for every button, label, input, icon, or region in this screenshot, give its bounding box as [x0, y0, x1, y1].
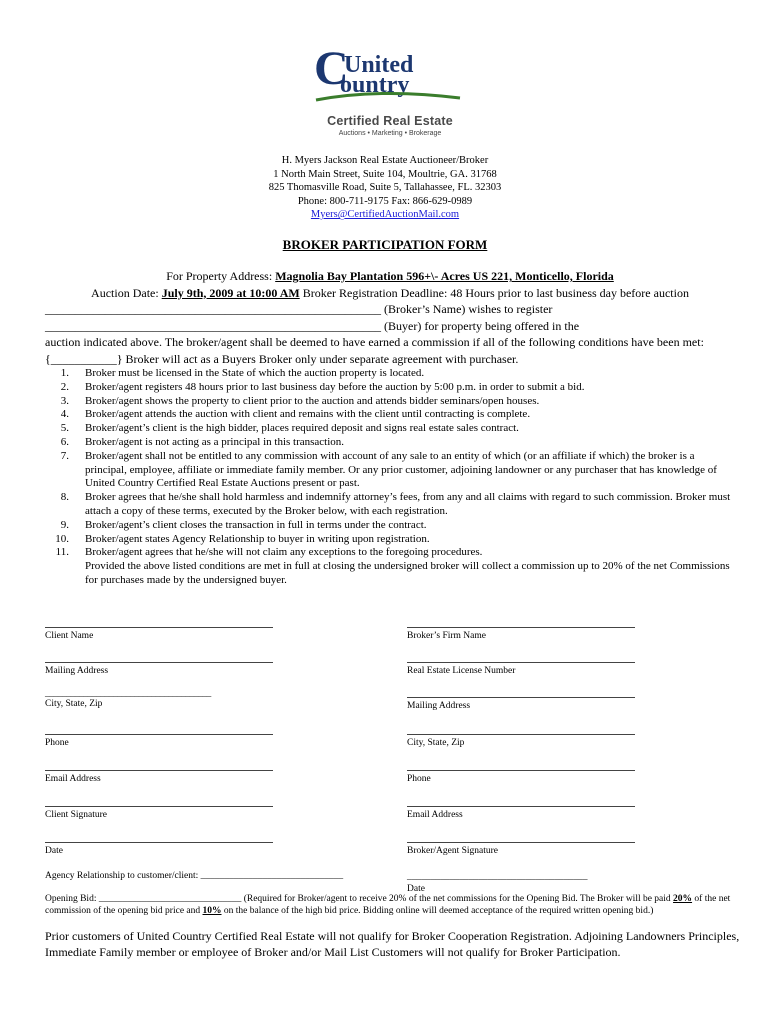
- condition-number: 5.: [60, 422, 69, 435]
- condition-number: 11.: [55, 546, 69, 559]
- signature-field-label: Email Address: [45, 774, 101, 784]
- logo-initial: C: [314, 48, 349, 95]
- opening-bid-pct-2: 10%: [202, 906, 222, 916]
- conditions-list: [45, 367, 735, 588]
- signature-line[interactable]: [45, 734, 273, 735]
- condition-item: [45, 491, 735, 519]
- prior-customers-notice: Prior customers of United Country Certified Real Estate will not qualify for Broker Cooperation Registration. Adjoining Landowners Principles, Immediate Family member or employee of Broker and/or Mail List Customers will not qualify for Broker Participation.: [45, 929, 740, 959]
- condition-text: Broker/agent shows the property to client prior to the auction and attends bidder seminars/open houses.: [85, 394, 540, 407]
- signature-field-right: [407, 697, 635, 711]
- condition-text: Broker/agent states Agency Relationship to buyer in writing upon registration.: [85, 532, 430, 545]
- signature-field-left: [45, 806, 273, 820]
- condition-item: [45, 533, 735, 547]
- header-line-1: H. Myers Jackson Real Estate Auctioneer/Broker: [281, 155, 489, 166]
- signature-field-left: [45, 734, 273, 748]
- condition-number: 6.: [60, 435, 69, 448]
- signature-field-label: Phone: [45, 738, 69, 748]
- header-line-3: 825 Thomasville Road, Suite 5, Tallahassee, FL. 32303: [268, 182, 502, 194]
- signature-field-label: City, State, Zip: [45, 699, 103, 709]
- conditions-footer: Provided the above listed conditions are met in full at closing the undersigned broker will collect a commission up to 20% of the net Commissions for purchases made by the undersigned buyer.: [85, 560, 730, 586]
- signature-field-right: [407, 842, 635, 856]
- signature-field-label: Real Estate License Number: [407, 666, 516, 676]
- condition-text: Broker/agent agrees that he/she will not claim any exceptions to the foregoing procedures.: [85, 546, 483, 559]
- signature-field-label: Mailing Address: [45, 666, 109, 676]
- broker-date-field: [407, 871, 637, 895]
- city-underline[interactable]: _______________________________________: [45, 689, 211, 699]
- signature-field-label: Phone: [407, 774, 431, 784]
- signature-field-label: Client Signature: [45, 810, 108, 820]
- signature-line[interactable]: [407, 627, 635, 628]
- signature-field-label: Date: [45, 846, 63, 856]
- signature-field-label: Mailing Address: [407, 701, 471, 711]
- signature-field-label: Email Address: [407, 810, 463, 820]
- signature-field-right: [407, 662, 635, 676]
- auction-line: [45, 285, 735, 302]
- agency-relationship-line: [45, 871, 343, 881]
- condition-number: 10.: [55, 532, 69, 545]
- signature-field-label: City, State, Zip: [407, 738, 465, 748]
- condition-item: [45, 367, 735, 381]
- signature-line[interactable]: [407, 842, 635, 843]
- logo-brand-line1: United: [344, 52, 414, 78]
- contact-header: [0, 154, 770, 222]
- form-title: BROKER PARTICIPATION FORM: [282, 237, 488, 252]
- header-line-4: Phone: 800-711-9175 Fax: 866-629-0989: [297, 195, 473, 207]
- opening-bid-text-1: (Required for Broker/agent to receive 20% of the net commissions for the Opening Bid. The Broker will be paid: [241, 894, 674, 904]
- signature-line[interactable]: [407, 770, 635, 771]
- signature-line[interactable]: [45, 627, 273, 628]
- property-value: Magnolia Bay Plantation 596+\- Acres US 221, Monticello, Florida: [275, 269, 614, 283]
- agency-blank[interactable]: ______________________________: [200, 871, 344, 881]
- condition-item: [45, 422, 735, 436]
- email-link[interactable]: Myers@CertifiedAuctionMail.com: [310, 209, 460, 221]
- signature-line[interactable]: [45, 806, 273, 807]
- condition-item: [45, 408, 735, 422]
- buyer-name-line[interactable]: ________________________________________________________ (Buyer) for property being offered in the: [45, 318, 580, 333]
- condition-number: 4.: [60, 408, 69, 421]
- signature-field-right: [407, 770, 635, 784]
- opening-bid-pct-1: 20%: [673, 894, 693, 904]
- opening-bid-section: [45, 893, 735, 917]
- condition-number: 8.: [60, 491, 69, 504]
- condition-text: Broker/agent is not acting as a principal in this transaction.: [85, 435, 345, 448]
- signature-line[interactable]: [45, 770, 273, 771]
- signature-field-left: [45, 662, 273, 676]
- signature-line[interactable]: [45, 662, 273, 663]
- signature-field-left: [45, 770, 273, 784]
- condition-item: [45, 381, 735, 395]
- signature-field-label: Broker/Agent Signature: [407, 846, 499, 856]
- agency-label: Agency Relationship to customer/client:: [45, 871, 201, 881]
- condition-text: Broker agrees that he/she shall hold harmless and indemnify attorney’s fees, from any and all claims with regard to such commission. Broker must attach a copy of these terms, executed by the Broker below, with each registration.: [85, 491, 731, 517]
- signature-field-right: [407, 734, 635, 748]
- header-line-2: 1 North Main Street, Suite 104, Moultrie, GA. 31768: [273, 168, 497, 180]
- condition-text: Broker/agent’s client is the high bidder, places required deposit and signs real estate sales contract.: [85, 422, 519, 435]
- logo-wordmark: [300, 48, 480, 114]
- condition-item: [45, 436, 735, 450]
- opening-bid-blank[interactable]: ______________________________: [98, 894, 242, 904]
- condition-number: 7.: [60, 449, 69, 462]
- signature-field-right: [407, 627, 635, 641]
- signature-line[interactable]: [407, 734, 635, 735]
- signature-field-label: Broker’s Firm Name: [407, 631, 486, 641]
- condition-number: 9.: [60, 518, 69, 531]
- property-line: [45, 268, 735, 285]
- condition-number: 3.: [60, 394, 69, 407]
- condition-item: [45, 395, 735, 409]
- condition-text: Broker/agent registers 48 hours prior to last business day before the auction by 5:00 p.m. in order to submit a bid.: [85, 380, 585, 393]
- logo-subtitle: Certified Real Estate: [327, 114, 453, 128]
- logo-brand-line2: ountry: [340, 72, 410, 98]
- opening-bid-text-2: of the net commission of the opening bid price and: [45, 894, 731, 916]
- auction-value: July 9th, 2009 at 10:00 AM: [161, 285, 300, 300]
- condition-text: Broker/agent’s client closes the transaction in full in terms under the contract.: [85, 518, 427, 531]
- conditions-paragraph: auction indicated above. The broker/agent shall be deemed to have earned a commission if all of the following conditions have been met: {___________} Broker will act as a Buyers Broker only under separate agreement with purchaser.: [45, 335, 704, 366]
- condition-text: Broker must be licensed in the State of which the auction property is located.: [85, 367, 425, 379]
- signature-line[interactable]: [407, 697, 635, 698]
- date-label: Date: [407, 884, 425, 894]
- property-label: For Property Address:: [166, 269, 276, 283]
- condition-item: [45, 519, 735, 533]
- auction-label: Auction Date:: [91, 285, 162, 300]
- signature-field-label: Client Name: [45, 631, 94, 641]
- signature-field-left: [45, 842, 273, 856]
- signature-field-left: [45, 627, 273, 641]
- condition-number: 1.: [60, 367, 69, 379]
- logo-tagline: Auctions • Marketing • Brokerage: [338, 130, 442, 137]
- broker-name-line[interactable]: ________________________________________________________ (Broker’s Name) wishes to register: [45, 302, 553, 316]
- condition-text: Broker/agent attends the auction with client and remains with the client until contracting is complete.: [85, 408, 531, 421]
- signature-line[interactable]: [407, 806, 635, 807]
- condition-number: 2.: [60, 380, 69, 393]
- signature-field-left: [45, 689, 273, 709]
- condition-item: [45, 450, 735, 491]
- signature-field-right: [407, 806, 635, 820]
- intro-section: [45, 268, 735, 367]
- condition-item: [45, 546, 735, 560]
- date-blank[interactable]: ______________________________________: [407, 872, 588, 882]
- deadline-text: Broker Registration Deadline: 48 Hours prior to last business day before auction: [299, 285, 689, 300]
- united-country-logo: [300, 48, 480, 140]
- signature-line[interactable]: [45, 842, 273, 843]
- condition-text: Broker/agent shall not be entitled to any commission with account of any sale to an entity of which (or an affiliate if which) the broker is a principal, employee, affiliate or immediate family member. Or any prior customer, adjoining landowner or any purchaser that has knowledge of United Country Certified Real Estate Auctions present or past.: [85, 449, 717, 490]
- opening-bid-text-3: on the balance of the high bid price. Bidding online will deemed acceptance of the required written opening bid.): [221, 906, 654, 916]
- opening-bid-label: Opening Bid:: [45, 894, 99, 904]
- signature-line[interactable]: [407, 662, 635, 663]
